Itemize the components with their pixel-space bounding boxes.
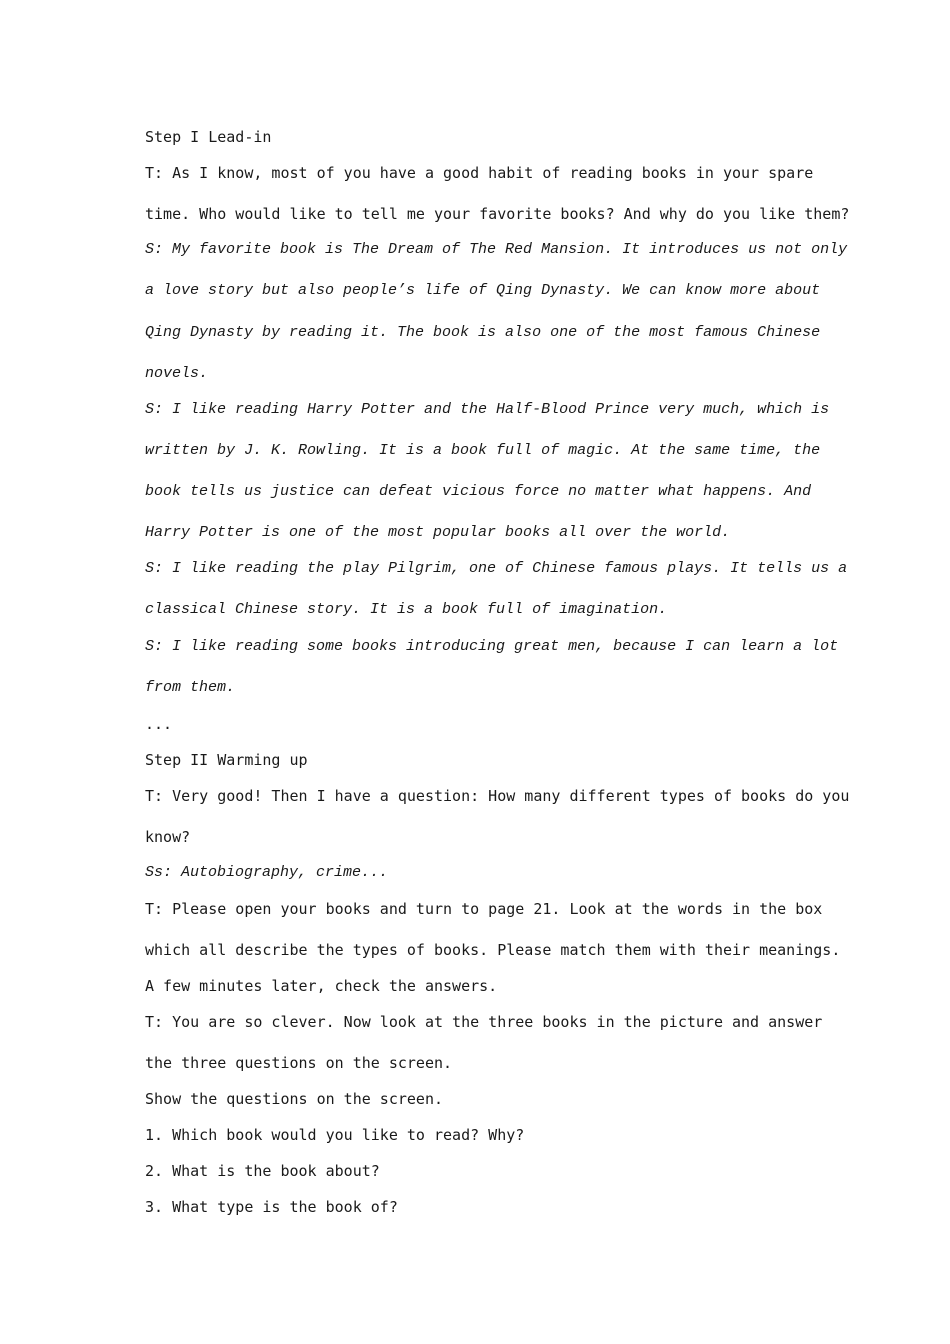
text-line: S: I like reading the play Pilgrim, one of Chinese famous plays. It tells us a bbox=[145, 560, 848, 577]
text-line: a love story but also people’s life of Qing Dynasty. We can know more about bbox=[145, 282, 821, 299]
text-line: Ss: Autobiography, crime... bbox=[145, 864, 389, 881]
step-heading: Step I Lead-in bbox=[145, 128, 272, 146]
text-line: T: Please open your books and turn to page 21. Look at the words in the box bbox=[145, 900, 823, 918]
text-line: Show the questions on the screen. bbox=[145, 1090, 444, 1108]
text-line: classical Chinese story. It is a book full of imagination. bbox=[145, 601, 668, 618]
question-item: 2. What is the book about? bbox=[145, 1162, 380, 1180]
text-line: Qing Dynasty by reading it. The book is also one of the most famous Chinese bbox=[145, 324, 821, 341]
text-line: S: My favorite book is The Dream of The Red Mansion. It introduces us not only bbox=[145, 241, 848, 258]
text-line: time. Who would like to tell me your favorite books? And why do you like them? bbox=[145, 205, 850, 223]
ellipsis: ... bbox=[145, 715, 173, 733]
text-line: Harry Potter is one of the most popular books all over the world. bbox=[145, 524, 731, 541]
text-line: novels. bbox=[145, 365, 209, 382]
text-line: the three questions on the screen. bbox=[145, 1054, 453, 1072]
text-line: know? bbox=[145, 828, 191, 846]
text-line: which all describe the types of books. Please match them with their meanings. bbox=[145, 941, 841, 959]
text-line: S: I like reading Harry Potter and the Half-Blood Prince very much, which is bbox=[145, 401, 830, 418]
text-line: T: As I know, most of you have a good habit of reading books in your spare bbox=[145, 164, 814, 182]
text-line: T: Very good! Then I have a question: How many different types of books do you bbox=[145, 787, 850, 805]
text-line: from them. bbox=[145, 679, 236, 696]
text-line: written by J. K. Rowling. It is a book full of magic. At the same time, the bbox=[145, 442, 821, 459]
text-line: S: I like reading some books introducing great men, because I can learn a lot bbox=[145, 638, 839, 655]
text-line: A few minutes later, check the answers. bbox=[145, 977, 498, 995]
question-item: 1. Which book would you like to read? Why? bbox=[145, 1126, 525, 1144]
text-line: book tells us justice can defeat vicious force no matter what happens. And bbox=[145, 483, 812, 500]
text-line: T: You are so clever. Now look at the three books in the picture and answer bbox=[145, 1013, 823, 1031]
step-heading: Step II Warming up bbox=[145, 751, 308, 769]
question-item: 3. What type is the book of? bbox=[145, 1198, 398, 1216]
